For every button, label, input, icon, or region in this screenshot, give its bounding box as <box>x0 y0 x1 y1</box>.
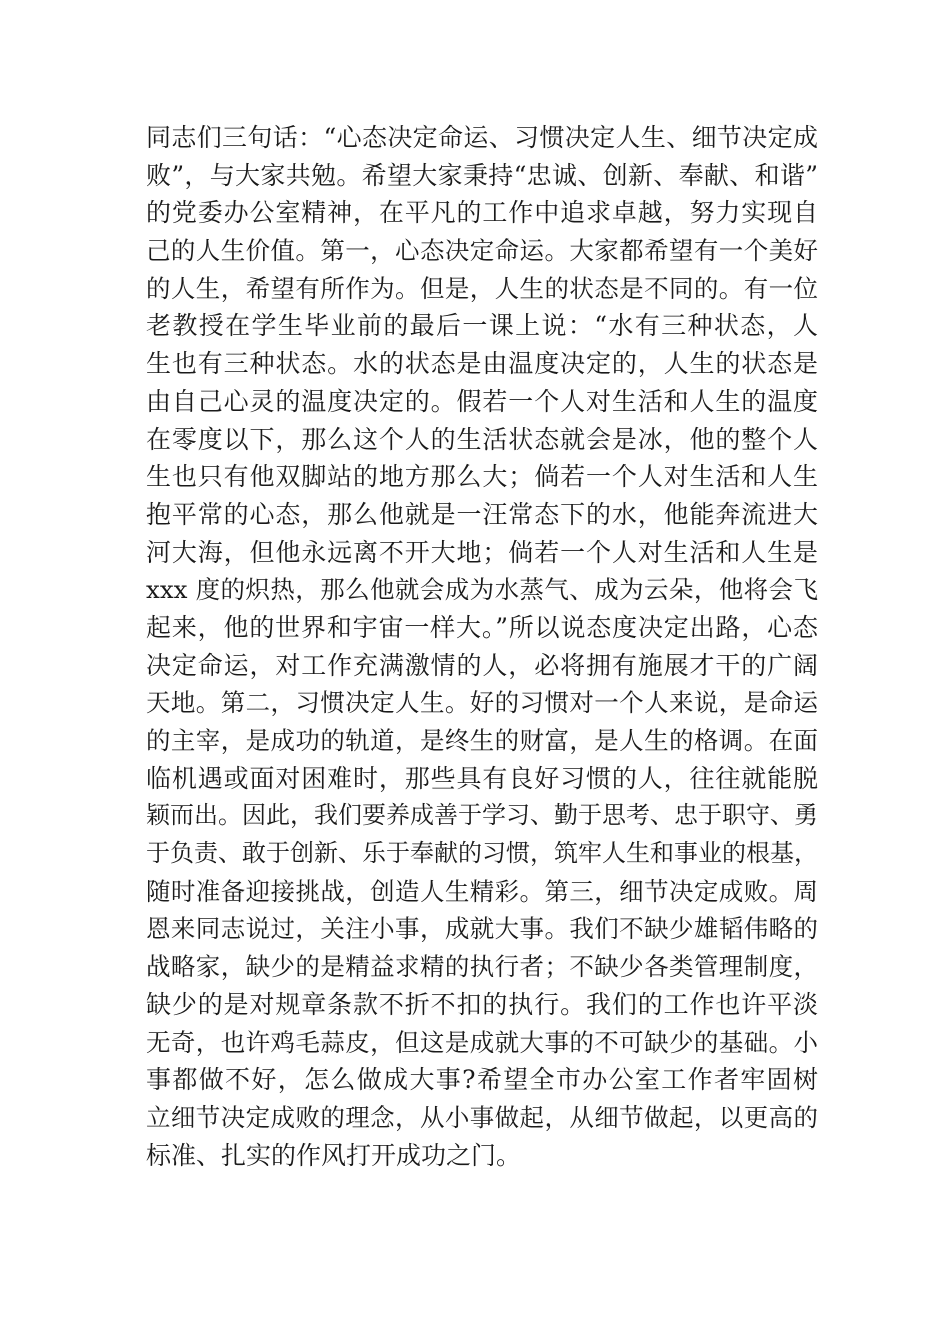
text-line: 老教授在学生毕业前的最后一课上说：“水有三种状态，人 <box>146 311 818 341</box>
text-line: 河大海，但他永远离不开大地；倘若一个人对生活和人生是 <box>146 537 818 567</box>
text-line: 战略家，缺少的是精益求精的执行者；不缺少各类管理制度， <box>146 952 818 982</box>
text-line: 事都做不好，怎么做成大事?希望全市办公室工作者牢固树 <box>146 1065 818 1095</box>
text-line: 天地。第二，习惯决定人生。好的习惯对一个人来说，是命运 <box>146 688 818 718</box>
text-line: 缺少的是对规章条款不折不扣的执行。我们的工作也许平淡 <box>146 989 818 1019</box>
text-line: 抱平常的心态，那么他就是一汪常态下的水，他能奔流进大 <box>146 499 818 529</box>
text-line: 立细节决定成败的理念，从小事做起，从细节做起，以更高的 <box>146 1102 818 1132</box>
text-line: 无奇，也许鸡毛蒜皮，但这是成就大事的不可缺少的基础。小 <box>146 1027 818 1057</box>
text-line: 临机遇或面对困难时，那些具有良好习惯的人，往往就能脱 <box>146 763 818 793</box>
text-line: 同志们三句话：“心态决定命运、习惯决定人生、细节决定成 <box>146 123 818 152</box>
text-line: 随时准备迎接挑战，创造人生精彩。第三，细节决定成败。周 <box>146 876 818 906</box>
text-line: 颖而出。因此，我们要养成善于学习、勤于思考、忠于职守、勇 <box>146 801 818 830</box>
text-line: 决定命运，对工作充满激情的人，必将拥有施展才干的广阔 <box>146 650 818 680</box>
text-line: 标准、扎实的作风打开成功之门。 <box>146 1140 522 1170</box>
text-line: 由自己心灵的温度决定的。假若一个人对生活和人生的温度 <box>146 386 818 416</box>
text-line: 在零度以下，那么这个人的生活状态就会是冰，他的整个人 <box>146 424 818 454</box>
body-paragraph <box>146 119 818 1174</box>
text-line: 起来，他的世界和宇宙一样大。”所以说态度决定出路，心态 <box>146 612 818 642</box>
text-line: 的党委办公室精神，在平凡的工作中追求卓越，努力实现自 <box>146 198 818 228</box>
text-line: 己的人生价值。第一，心态决定命运。大家都希望有一个美好 <box>146 236 818 266</box>
text-line: 的主宰，是成功的轨道，是终生的财富，是人生的格调。在面 <box>146 726 818 755</box>
text-line: 败”，与大家共勉。希望大家秉持“忠诚、创新、奉献、和谐” <box>146 160 818 190</box>
text-line: 恩来同志说过，关注小事，成就大事。我们不缺少雄韬伟略的 <box>146 914 818 944</box>
text-line: 生也有三种状态。水的状态是由温度决定的，人生的状态是 <box>146 349 818 379</box>
text-line: 于负责、敢于创新、乐于奉献的习惯，筑牢人生和事业的根基， <box>146 839 818 868</box>
text-line: 生也只有他双脚站的地方那么大；倘若一个人对生活和人生 <box>146 462 818 492</box>
text-line: xxx 度的炽热，那么他就会成为水蒸气、成为云朵，他将会飞 <box>146 575 818 605</box>
text-line: 的人生，希望有所作为。但是，人生的状态是不同的。有一位 <box>146 273 818 303</box>
